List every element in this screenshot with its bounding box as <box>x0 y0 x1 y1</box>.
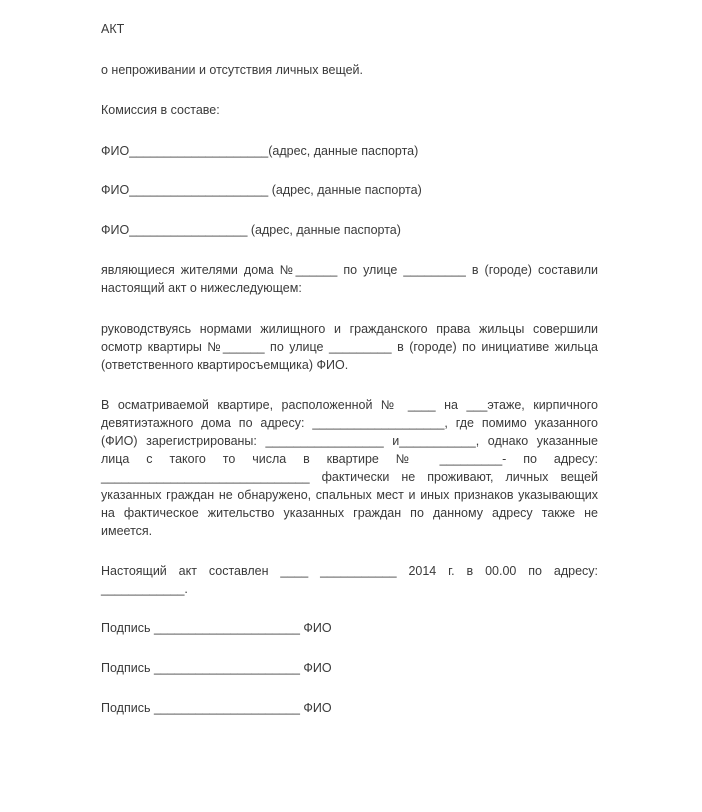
document-subtitle: о непроживании и отсутствия личных вещей. <box>101 63 363 77</box>
signature-line-1: Подпись _____________________ ФИО <box>101 621 332 635</box>
commission-member-1: ФИО____________________(адрес, данные паспорта) <box>101 144 419 158</box>
signature-line-3: Подпись _____________________ ФИО <box>101 701 332 715</box>
paragraph-guided: руководствуясь нормами жилищного и гражданского права жильцы совершили осмотр квартиры №______ по улице _________ в (городе) по инициативе жильца (ответственного квартиросъемщика) ФИО. <box>101 322 598 372</box>
document-title: АКТ <box>101 22 125 36</box>
paragraph-residents: являющиеся жителями дома №______ по улице _________ в (городе) составили настоящий акт о нижеследующем: <box>101 263 598 295</box>
commission-member-2: ФИО____________________ (адрес, данные паспорта) <box>101 183 422 197</box>
signature-line-2: Подпись _____________________ ФИО <box>101 661 332 675</box>
paragraph-compiled: Настоящий акт составлен ____ ___________ 2014 г. в 00.00 по адресу: ____________. <box>101 564 598 596</box>
commission-member-3: ФИО_________________ (адрес, данные паспорта) <box>101 223 401 237</box>
paragraph-inspected: В осматриваемой квартире, расположенной № ____ на ___этаже, кирпичного девятиэтажного дома по адресу: ___________________, где помимо указанного (ФИО) зарегистрированы: _________________ и___________, однако указанные лица с такого то числа в квартире № _________- по адресу: ______________________________ фактически не проживают, личных вещей указанных граждан не обнаружено, спальных мест и иных признаков указывающих на фактическое жительство указанных граждан по данному адресу также не имеется. <box>101 398 598 538</box>
commission-intro: Комиссия в составе: <box>101 103 220 117</box>
